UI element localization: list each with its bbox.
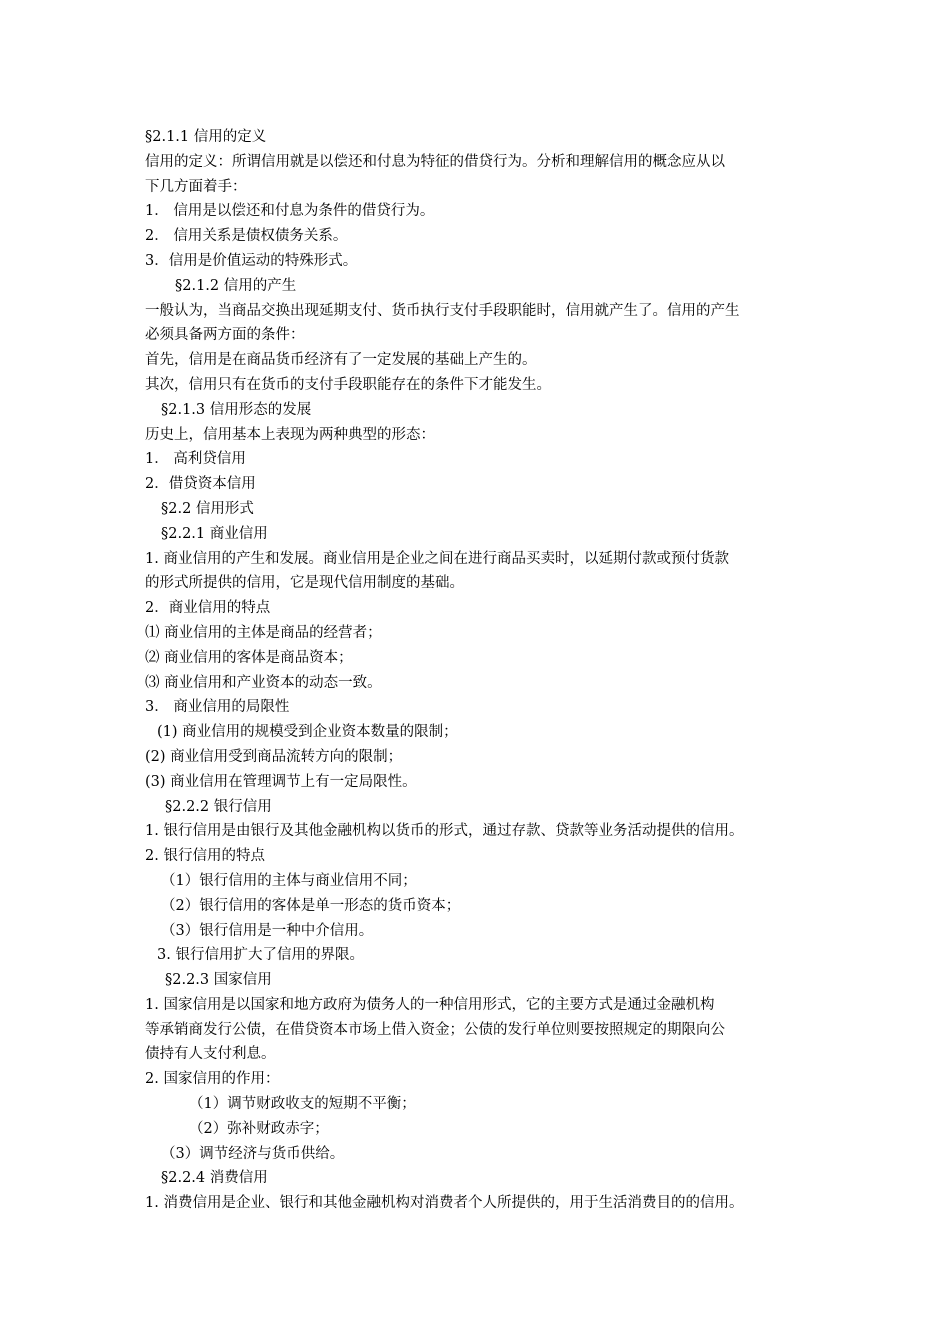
section-heading-2-1-1: §2.1.1 信用的定义 xyxy=(145,129,267,145)
list-item: ⑵ 商业信用的客体是商品资本； xyxy=(145,649,353,666)
list-item: 2． 信用关系是债权债务关系。 xyxy=(145,228,348,245)
list-item: 1． 信用是以偿还和付息为条件的借贷行为。 xyxy=(145,203,435,220)
list-item: 3. 银行信用扩大了信用的界限。 xyxy=(157,947,364,964)
paragraph-line: 必须具备两方面的条件： xyxy=(145,327,305,344)
list-item: (3) 商业信用在管理调节上有一定局限性。 xyxy=(145,773,417,790)
list-item: ⑴ 商业信用的主体是商品的经营者； xyxy=(145,624,382,641)
list-item: (2) 商业信用受到商品流转方向的限制； xyxy=(145,748,403,765)
paragraph-line: 1. 国家信用是以国家和地方政府为债务人的一种信用形式，它的主要方式是通过金融机构 xyxy=(145,996,715,1013)
list-item: 2. 银行信用的特点 xyxy=(145,848,265,865)
list-item: （3）银行信用是一种中介信用。 xyxy=(161,922,374,939)
list-item: 3． 商业信用的局限性 xyxy=(145,699,290,716)
paragraph-line: 1. 银行信用是由银行及其他金融机构以货币的形式，通过存款、贷款等业务活动提供的信用。 xyxy=(145,823,744,840)
section-heading-2-2-2: §2.2.2 银行信用 xyxy=(165,798,272,815)
list-item: （1）银行信用的主体与商业信用不同； xyxy=(161,872,417,889)
section-heading-2-1-2: §2.1.2 信用的产生 xyxy=(175,277,297,294)
list-item: （1）调节财政收支的短期不平衡； xyxy=(189,1096,416,1113)
document-body xyxy=(145,125,825,1216)
list-item: 3．信用是价值运动的特殊形式。 xyxy=(145,252,358,269)
list-item: 2．借贷资本信用 xyxy=(145,476,256,493)
paragraph-line: 等承销商发行公债，在借贷资本市场上借入资金；公债的发行单位则要按照规定的期限向公 xyxy=(145,1021,725,1038)
list-item: (1) 商业信用的规模受到企业资本数量的限制； xyxy=(157,724,458,741)
paragraph-line: 信用的定义：所谓信用就是以偿还和付息为特征的借贷行为。分析和理解信用的概念应从以 xyxy=(145,153,725,170)
list-item: 2. 国家信用的作用： xyxy=(145,1071,280,1088)
section-heading-2-2: §2.2 信用形式 xyxy=(161,500,254,517)
list-item: （2）弥补财政赤字； xyxy=(189,1120,329,1137)
list-item: 2．商业信用的特点 xyxy=(145,600,271,617)
paragraph-line: 首先，信用是在商品货币经济有了一定发展的基础上产生的。 xyxy=(145,352,537,369)
list-item: ⑶ 商业信用和产业资本的动态一致。 xyxy=(145,674,382,691)
paragraph-line: 1. 消费信用是企业、银行和其他金融机构对消费者个人所提供的，用于生活消费目的的信用。 xyxy=(145,1195,744,1212)
list-item: （2）银行信用的客体是单一形态的货币资本； xyxy=(161,897,461,914)
section-heading-2-2-1: §2.2.1 商业信用 xyxy=(161,525,268,542)
paragraph-line: 其次，信用只有在货币的支付手段职能存在的条件下才能发生。 xyxy=(145,376,551,393)
paragraph-line: 的形式所提供的信用，它是现代信用制度的基础。 xyxy=(145,575,464,592)
section-heading-2-1-3: §2.1.3 信用形态的发展 xyxy=(161,401,312,418)
list-item: （3）调节经济与货币供给。 xyxy=(161,1145,345,1162)
paragraph-line: 债持有人支付利息。 xyxy=(145,1046,276,1063)
paragraph-line: 1. 商业信用的产生和发展。商业信用是企业之间在进行商品买卖时，以延期付款或预付货款 xyxy=(145,550,729,567)
section-heading-2-2-4: §2.2.4 消费信用 xyxy=(161,1170,268,1187)
paragraph-line: 下几方面着手： xyxy=(145,178,247,195)
list-item: 1． 高利贷信用 xyxy=(145,451,246,468)
paragraph-line: 历史上，信用基本上表现为两种典型的形态： xyxy=(145,426,435,443)
paragraph-line: 一般认为，当商品交换出现延期支付、货币执行支付手段职能时，信用就产生了。信用的产生 xyxy=(145,302,740,319)
section-heading-2-2-3: §2.2.3 国家信用 xyxy=(165,972,272,989)
